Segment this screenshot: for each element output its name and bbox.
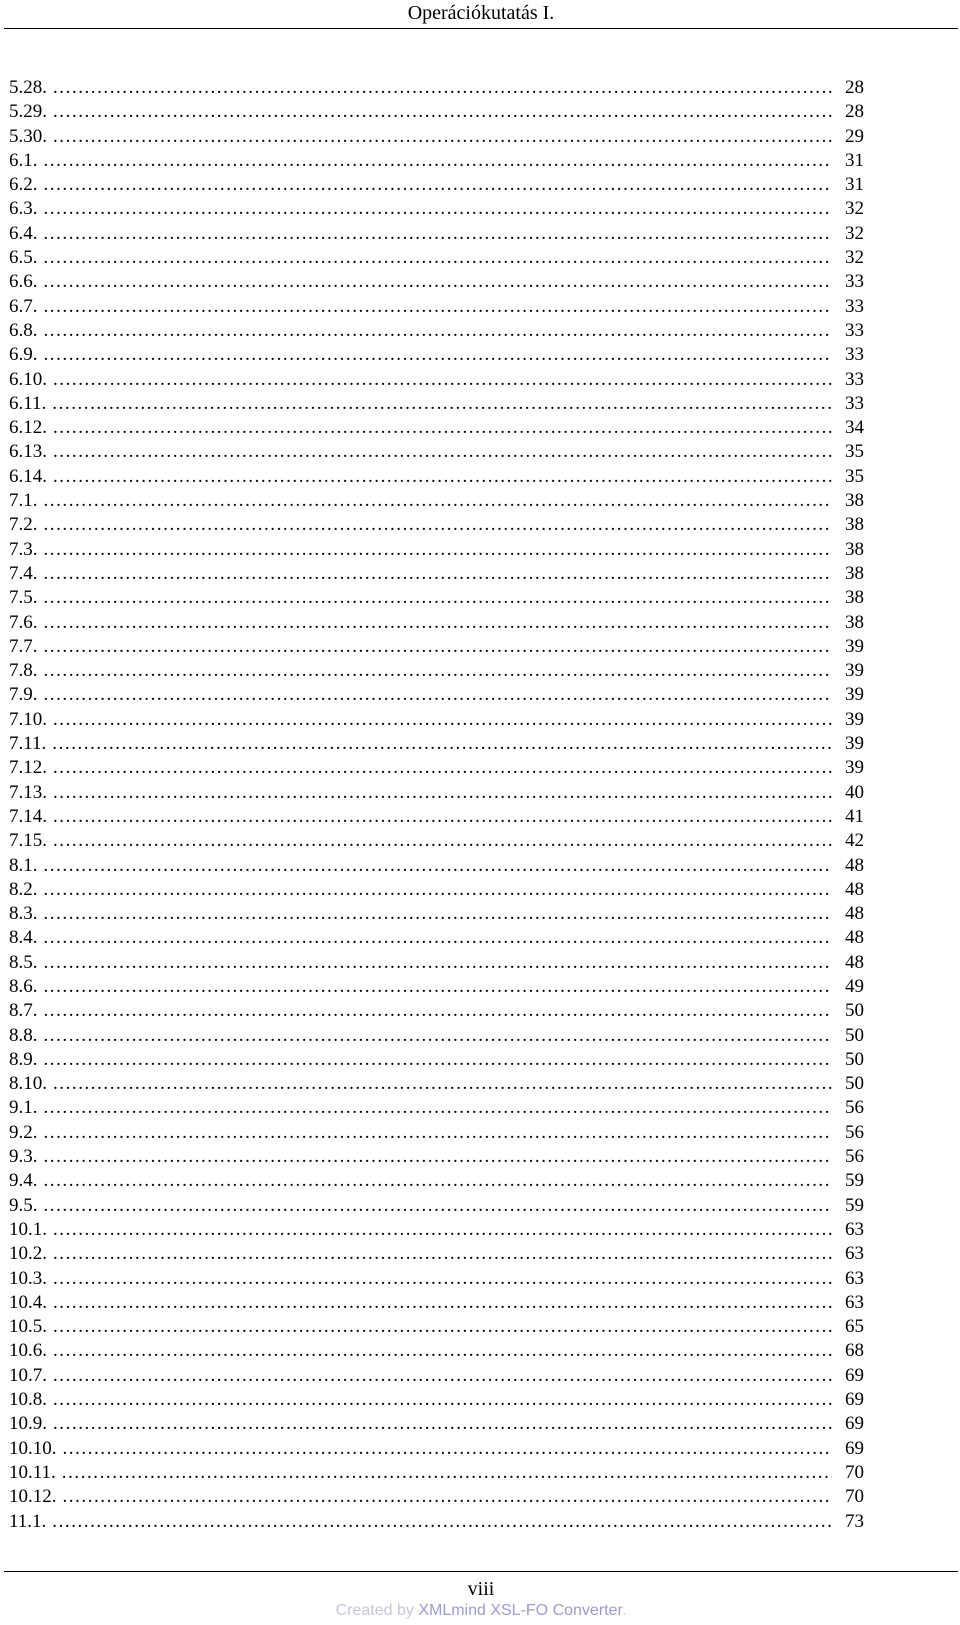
toc-entry-label: 7.13.	[9, 781, 47, 803]
toc-entry-label: 6.12.	[9, 417, 47, 439]
toc-entry-page: 38	[845, 514, 864, 536]
toc-entry[interactable]	[9, 1339, 864, 1363]
toc-entry-page: 69	[845, 1413, 864, 1435]
toc-leader-dots	[53, 76, 832, 100]
toc-entry-label: 10.4.	[9, 1291, 47, 1313]
toc-entry-label: 10.6.	[9, 1340, 47, 1362]
toc-entry-page: 39	[845, 684, 864, 706]
toc-entry-label: 7.6.	[9, 611, 38, 633]
toc-leader-dots	[44, 1194, 833, 1218]
toc-entry-page: 56	[845, 1121, 864, 1143]
toc-entry-label: 7.8.	[9, 660, 38, 682]
toc-entry[interactable]	[9, 1364, 864, 1388]
toc-entry[interactable]	[9, 270, 864, 294]
toc-entry-label: 8.5.	[9, 951, 38, 973]
toc-leader-dots	[44, 1169, 833, 1193]
toc-leader-dots	[44, 538, 833, 562]
toc-leader-dots	[44, 513, 833, 537]
toc-entry[interactable]	[9, 343, 864, 367]
toc-entry-label: 8.8.	[9, 1024, 38, 1046]
toc-entry[interactable]	[9, 368, 864, 392]
toc-entry[interactable]	[9, 611, 864, 635]
toc-entry-label: 8.9.	[9, 1048, 38, 1070]
toc-leader-dots	[44, 586, 833, 610]
toc-entry[interactable]	[9, 416, 864, 440]
toc-leader-dots	[44, 951, 833, 975]
table-of-contents	[9, 76, 864, 1534]
toc-entry-label: 6.2.	[9, 174, 38, 196]
toc-entry[interactable]	[9, 295, 864, 319]
toc-entry-page: 70	[845, 1486, 864, 1508]
toc-entry[interactable]	[9, 854, 864, 878]
toc-leader-dots	[53, 1315, 832, 1339]
toc-leader-dots	[53, 1412, 832, 1436]
toc-entry[interactable]	[9, 319, 864, 343]
toc-leader-dots	[53, 125, 832, 149]
toc-entry-page: 50	[845, 1000, 864, 1022]
toc-entry-page: 65	[845, 1316, 864, 1338]
toc-entry[interactable]	[9, 173, 864, 197]
toc-entry[interactable]	[9, 1024, 864, 1048]
toc-entry-label: 6.14.	[9, 465, 47, 487]
toc-entry-page: 63	[845, 1218, 864, 1240]
toc-leader-dots	[44, 975, 833, 999]
toc-leader-dots	[44, 902, 833, 926]
toc-entry-page: 40	[845, 781, 864, 803]
toc-leader-dots	[44, 197, 833, 221]
toc-entry-page: 48	[845, 903, 864, 925]
toc-entry-page: 56	[845, 1146, 864, 1168]
toc-entry-label: 7.14.	[9, 805, 47, 827]
toc-entry[interactable]	[9, 926, 864, 950]
toc-entry-label: 9.5.	[9, 1194, 38, 1216]
toc-entry-page: 48	[845, 854, 864, 876]
toc-entry-page: 31	[845, 149, 864, 171]
toc-entry-page: 73	[845, 1510, 864, 1532]
toc-leader-dots	[44, 562, 833, 586]
toc-entry[interactable]	[9, 149, 864, 173]
toc-leader-dots	[53, 1388, 832, 1412]
toc-entry-label: 6.11.	[9, 392, 47, 414]
page-footer	[4, 1571, 958, 1621]
toc-leader-dots	[53, 1218, 832, 1242]
converter-credit-prefix: Created by	[335, 1602, 419, 1619]
toc-leader-dots	[53, 829, 832, 853]
toc-entry-page: 39	[845, 733, 864, 755]
toc-entry-label: 5.29.	[9, 101, 47, 123]
toc-leader-dots	[53, 708, 832, 732]
toc-entry[interactable]	[9, 659, 864, 683]
toc-entry-page: 48	[845, 951, 864, 973]
toc-entry-page: 50	[845, 1073, 864, 1095]
toc-entry-page: 49	[845, 975, 864, 997]
toc-entry[interactable]	[9, 125, 864, 149]
toc-leader-dots	[53, 440, 832, 464]
toc-entry-label: 7.15.	[9, 830, 47, 852]
toc-leader-dots	[53, 100, 832, 124]
page-header	[4, 0, 958, 29]
toc-entry-label: 7.3.	[9, 538, 38, 560]
toc-entry-label: 10.7.	[9, 1364, 47, 1386]
toc-entry-label: 11.1.	[9, 1510, 47, 1532]
toc-entry-label: 7.5.	[9, 587, 38, 609]
toc-entry[interactable]	[9, 683, 864, 707]
toc-leader-dots	[44, 1121, 833, 1145]
toc-entry-label: 10.3.	[9, 1267, 47, 1289]
toc-entry[interactable]	[9, 197, 864, 221]
toc-leader-dots	[53, 368, 832, 392]
toc-leader-dots	[44, 854, 833, 878]
toc-entry-label: 8.7.	[9, 1000, 38, 1022]
toc-leader-dots	[44, 1048, 833, 1072]
toc-entry-label: 10.10.	[9, 1437, 57, 1459]
toc-entry-label: 10.2.	[9, 1243, 47, 1265]
toc-entry-label: 9.3.	[9, 1146, 38, 1168]
toc-entry-page: 29	[845, 125, 864, 147]
toc-entry-label: 8.3.	[9, 903, 38, 925]
document-title: Operációkutatás I.	[407, 2, 555, 24]
toc-entry-label: 6.7.	[9, 295, 38, 317]
toc-entry-page: 38	[845, 490, 864, 512]
toc-entry[interactable]	[9, 756, 864, 780]
toc-leader-dots	[53, 781, 832, 805]
converter-link[interactable]: XMLmind XSL-FO Converter	[418, 1602, 622, 1619]
toc-entry-label: 5.30.	[9, 125, 47, 147]
toc-entry-page: 28	[845, 101, 864, 123]
toc-leader-dots	[44, 926, 833, 950]
toc-entry[interactable]	[9, 1218, 864, 1242]
toc-entry[interactable]	[9, 1461, 864, 1485]
toc-leader-dots	[44, 999, 833, 1023]
toc-leader-dots	[53, 1267, 832, 1291]
toc-entry-page: 34	[845, 417, 864, 439]
toc-entry-label: 10.11.	[9, 1461, 56, 1483]
toc-leader-dots	[53, 1364, 832, 1388]
toc-entry[interactable]	[9, 465, 864, 489]
toc-entry-label: 8.6.	[9, 975, 38, 997]
toc-entry-page: 48	[845, 878, 864, 900]
toc-entry-page: 35	[845, 465, 864, 487]
toc-leader-dots	[53, 1291, 832, 1315]
toc-entry[interactable]	[9, 440, 864, 464]
toc-entry[interactable]	[9, 1510, 864, 1534]
toc-entry-label: 10.9.	[9, 1413, 47, 1435]
toc-entry-page: 69	[845, 1389, 864, 1411]
toc-entry-label: 7.1.	[9, 490, 38, 512]
toc-entry-page: 32	[845, 247, 864, 269]
toc-leader-dots	[53, 756, 832, 780]
toc-entry[interactable]	[9, 392, 864, 416]
toc-entry[interactable]	[9, 222, 864, 246]
toc-entry[interactable]	[9, 732, 864, 756]
toc-leader-dots	[53, 1072, 832, 1096]
toc-entry[interactable]	[9, 1267, 864, 1291]
toc-entry-label: 6.6.	[9, 271, 38, 293]
toc-entry[interactable]	[9, 829, 864, 853]
toc-entry-page: 50	[845, 1048, 864, 1070]
toc-entry-page: 69	[845, 1437, 864, 1459]
toc-entry[interactable]	[9, 538, 864, 562]
toc-entry[interactable]	[9, 902, 864, 926]
toc-entry-page: 32	[845, 198, 864, 220]
toc-entry-label: 7.2.	[9, 514, 38, 536]
toc-entry-page: 48	[845, 927, 864, 949]
toc-entry-page: 50	[845, 1024, 864, 1046]
toc-entry-label: 7.12.	[9, 757, 47, 779]
toc-entry-label: 8.4.	[9, 927, 38, 949]
toc-entry-label: 10.1.	[9, 1218, 47, 1240]
toc-entry-label: 10.5.	[9, 1316, 47, 1338]
toc-entry[interactable]	[9, 513, 864, 537]
toc-leader-dots	[44, 173, 833, 197]
toc-entry-page: 56	[845, 1097, 864, 1119]
toc-entry-page: 39	[845, 660, 864, 682]
toc-entry-label: 6.8.	[9, 319, 38, 341]
toc-entry[interactable]	[9, 489, 864, 513]
toc-entry[interactable]	[9, 708, 864, 732]
toc-leader-dots	[44, 246, 833, 270]
toc-leader-dots	[44, 343, 833, 367]
toc-entry-page: 70	[845, 1461, 864, 1483]
toc-entry-label: 10.12.	[9, 1486, 57, 1508]
toc-entry-page: 42	[845, 830, 864, 852]
toc-leader-dots	[63, 1437, 833, 1461]
toc-entry-page: 38	[845, 538, 864, 560]
toc-leader-dots	[44, 270, 833, 294]
toc-entry-label: 6.13.	[9, 441, 47, 463]
toc-leader-dots	[44, 489, 833, 513]
toc-entry[interactable]	[9, 635, 864, 659]
toc-entry-page: 33	[845, 295, 864, 317]
page-number: viii	[467, 1578, 495, 1600]
toc-entry[interactable]	[9, 76, 864, 100]
toc-leader-dots	[52, 1510, 832, 1534]
toc-leader-dots	[44, 222, 833, 246]
toc-leader-dots	[44, 295, 833, 319]
toc-entry-page: 32	[845, 222, 864, 244]
toc-leader-dots	[53, 1339, 832, 1363]
toc-entry-page: 28	[845, 77, 864, 98]
toc-entry-page: 31	[845, 174, 864, 196]
toc-entry-label: 6.9.	[9, 344, 38, 366]
toc-leader-dots	[44, 1024, 833, 1048]
toc-entry-page: 33	[845, 368, 864, 390]
toc-entry-label: 8.2.	[9, 878, 38, 900]
toc-entry-label: 10.8.	[9, 1389, 47, 1411]
toc-leader-dots	[44, 149, 833, 173]
toc-entry[interactable]	[9, 1315, 864, 1339]
toc-entry-page: 39	[845, 635, 864, 657]
toc-leader-dots	[44, 683, 833, 707]
toc-entry-label: 6.4.	[9, 222, 38, 244]
toc-entry[interactable]	[9, 1048, 864, 1072]
toc-entry[interactable]	[9, 1412, 864, 1436]
toc-entry[interactable]	[9, 1242, 864, 1266]
toc-entry-page: 39	[845, 708, 864, 730]
toc-entry[interactable]	[9, 878, 864, 902]
toc-entry[interactable]	[9, 805, 864, 829]
toc-entry-page: 33	[845, 319, 864, 341]
toc-entry[interactable]	[9, 1437, 864, 1461]
toc-entry-page: 63	[845, 1291, 864, 1313]
toc-entry-page: 59	[845, 1194, 864, 1216]
toc-entry-page: 39	[845, 757, 864, 779]
toc-entry[interactable]	[9, 562, 864, 586]
toc-entry[interactable]	[9, 975, 864, 999]
converter-credit	[4, 1601, 958, 1621]
toc-entry-label: 7.7.	[9, 635, 38, 657]
toc-entry[interactable]	[9, 586, 864, 610]
toc-entry-label: 6.5.	[9, 247, 38, 269]
toc-entry-page: 63	[845, 1243, 864, 1265]
toc-entry-page: 38	[845, 611, 864, 633]
toc-leader-dots	[44, 635, 833, 659]
toc-entry-page: 33	[845, 344, 864, 366]
toc-entry[interactable]	[9, 1485, 864, 1509]
toc-entry-label: 8.10.	[9, 1073, 47, 1095]
toc-entry-page: 38	[845, 587, 864, 609]
toc-entry-label: 6.10.	[9, 368, 47, 390]
toc-leader-dots	[44, 319, 833, 343]
toc-entry-label: 9.4.	[9, 1170, 38, 1192]
toc-entry-label: 9.1.	[9, 1097, 38, 1119]
toc-entry[interactable]	[9, 1096, 864, 1120]
toc-entry-page: 59	[845, 1170, 864, 1192]
toc-entry[interactable]	[9, 1194, 864, 1218]
toc-entry[interactable]	[9, 999, 864, 1023]
toc-entry[interactable]	[9, 1169, 864, 1193]
toc-entry[interactable]	[9, 100, 864, 124]
toc-entry[interactable]	[9, 1388, 864, 1412]
toc-entry-label: 6.3.	[9, 198, 38, 220]
toc-entry-label: 7.9.	[9, 684, 38, 706]
toc-entry-label: 7.11.	[9, 733, 47, 755]
toc-leader-dots	[53, 416, 832, 440]
toc-entry-page: 38	[845, 562, 864, 584]
toc-entry-page: 69	[845, 1364, 864, 1386]
converter-credit-suffix: .	[621, 1602, 627, 1619]
toc-leader-dots	[52, 732, 832, 756]
toc-leader-dots	[44, 611, 833, 635]
toc-entry[interactable]	[9, 1291, 864, 1315]
toc-leader-dots	[62, 1461, 832, 1485]
toc-entry-label: 5.28.	[9, 77, 47, 98]
toc-entry-label: 6.1.	[9, 149, 38, 171]
toc-entry[interactable]	[9, 1121, 864, 1145]
toc-entry-page: 41	[845, 805, 864, 827]
toc-entry[interactable]	[9, 951, 864, 975]
toc-entry-page: 33	[845, 271, 864, 293]
toc-leader-dots	[44, 1145, 833, 1169]
toc-entry[interactable]	[9, 781, 864, 805]
toc-leader-dots	[53, 465, 832, 489]
toc-entry-page: 68	[845, 1340, 864, 1362]
toc-entry[interactable]	[9, 246, 864, 270]
toc-entry-page: 35	[845, 441, 864, 463]
toc-entry-label: 8.1.	[9, 854, 38, 876]
toc-entry-page: 33	[845, 392, 864, 414]
toc-entry[interactable]	[9, 1145, 864, 1169]
toc-leader-dots	[44, 1096, 833, 1120]
toc-entry[interactable]	[9, 1072, 864, 1096]
toc-leader-dots	[53, 805, 832, 829]
toc-leader-dots	[63, 1485, 833, 1509]
toc-leader-dots	[44, 878, 833, 902]
toc-entry-label: 9.2.	[9, 1121, 38, 1143]
toc-leader-dots	[44, 659, 833, 683]
toc-leader-dots	[53, 1242, 832, 1266]
toc-entry-label: 7.4.	[9, 562, 38, 584]
toc-leader-dots	[52, 392, 832, 416]
toc-entry-label: 7.10.	[9, 708, 47, 730]
toc-entry-page: 63	[845, 1267, 864, 1289]
